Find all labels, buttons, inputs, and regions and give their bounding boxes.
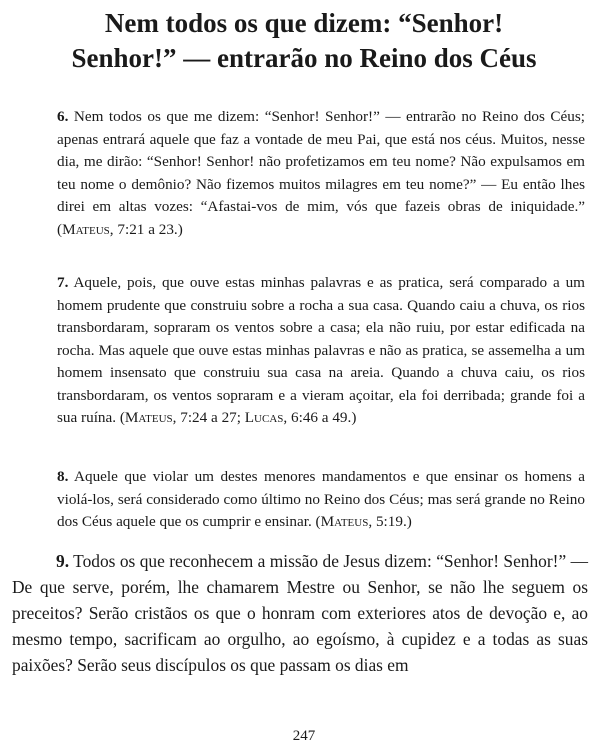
bible-reference: Mateus <box>124 409 173 426</box>
paragraph-9 <box>12 548 588 678</box>
reference-mid: , 7:24 a 27; <box>172 409 245 426</box>
bible-reference-2: Lucas <box>244 409 284 426</box>
page-number: 247 <box>292 728 316 744</box>
paragraph-6 <box>57 106 585 241</box>
bible-reference: Mateus <box>62 220 110 238</box>
paragraph-text: Aquele que violar um destes menores mandamentos e que ensinar os homens a violá-los, será considerado como último no Reino dos Céus; mas será grande no Reino dos Céus aquele que os cumprir e ensinar. ( <box>57 468 585 530</box>
title-line-2: Senhor!” — entrarão no Reino dos Céus <box>71 43 537 73</box>
paragraph-text: Aquele, pois, que ouve estas minhas palavras e as pratica, será comparado a um homem prudente que construiu sobre a rocha a sua casa. Quando caiu a chuva, os rios transbordaram, sopraram os ventos sobre a casa; ela não ruiu, por estar edificada na rocha. Mas aquele que ouve estas minhas palavras e não as pratica, se assemelha a um homem insensato que construiu sua casa na areia. Quando a chuva caiu, os rios transbordaram, os ventos sopraram e a vieram açoitar, ela foi derribada; grande foi a sua ruína. ( <box>57 274 586 426</box>
paragraph-text: Nem todos os que me dizem: “Senhor! Senhor!” — entrarão no Reino dos Céus; apenas entrará aquele que faz a vontade de meu Pai, que está nos céus. Muitos, nesse dia, me dirão: “Senhor! Senhor! não profetizamos em teu nome? Não expulsamos em teu nome o demônio? Não fizemos muitos milagres em teu nome?” — Eu então lhes direi em altas vozes: “Afastai-vos de mim, vós que fazeis obras de iniquidade.” ( <box>57 108 585 238</box>
reference-tail: , 7:21 a 23.) <box>109 220 183 238</box>
paragraph-8 <box>57 466 585 534</box>
reference-tail: , 5:19.) <box>368 513 412 530</box>
reference-tail: , 6:46 a 49.) <box>283 409 357 426</box>
paragraph-number: 6. <box>57 108 69 125</box>
paragraph-number: 9. <box>56 551 70 571</box>
title-line-1: Nem todos os que dizem: “Senhor! <box>104 8 504 38</box>
paragraph-text: Todos os que reconhecem a missão de Jesus dizem: “Senhor! Senhor!” — De que serve, porém, lhe chamarem Mestre ou Senhor, se não lhe seguem os preceitos? Serão cristãos os que o honram com exteriores atos de devoção e, ao mesmo tempo, sacrificam ao orgulho, ao egoísmo, à cupidez e a todas as suas paixões? Serão seus discípulos os que passam os dias em <box>12 551 588 675</box>
page-title <box>20 6 588 76</box>
paragraph-7 <box>57 272 585 430</box>
paragraph-number: 7. <box>57 274 69 291</box>
bible-reference: Mateus <box>320 513 369 530</box>
paragraph-number: 8. <box>57 468 69 485</box>
